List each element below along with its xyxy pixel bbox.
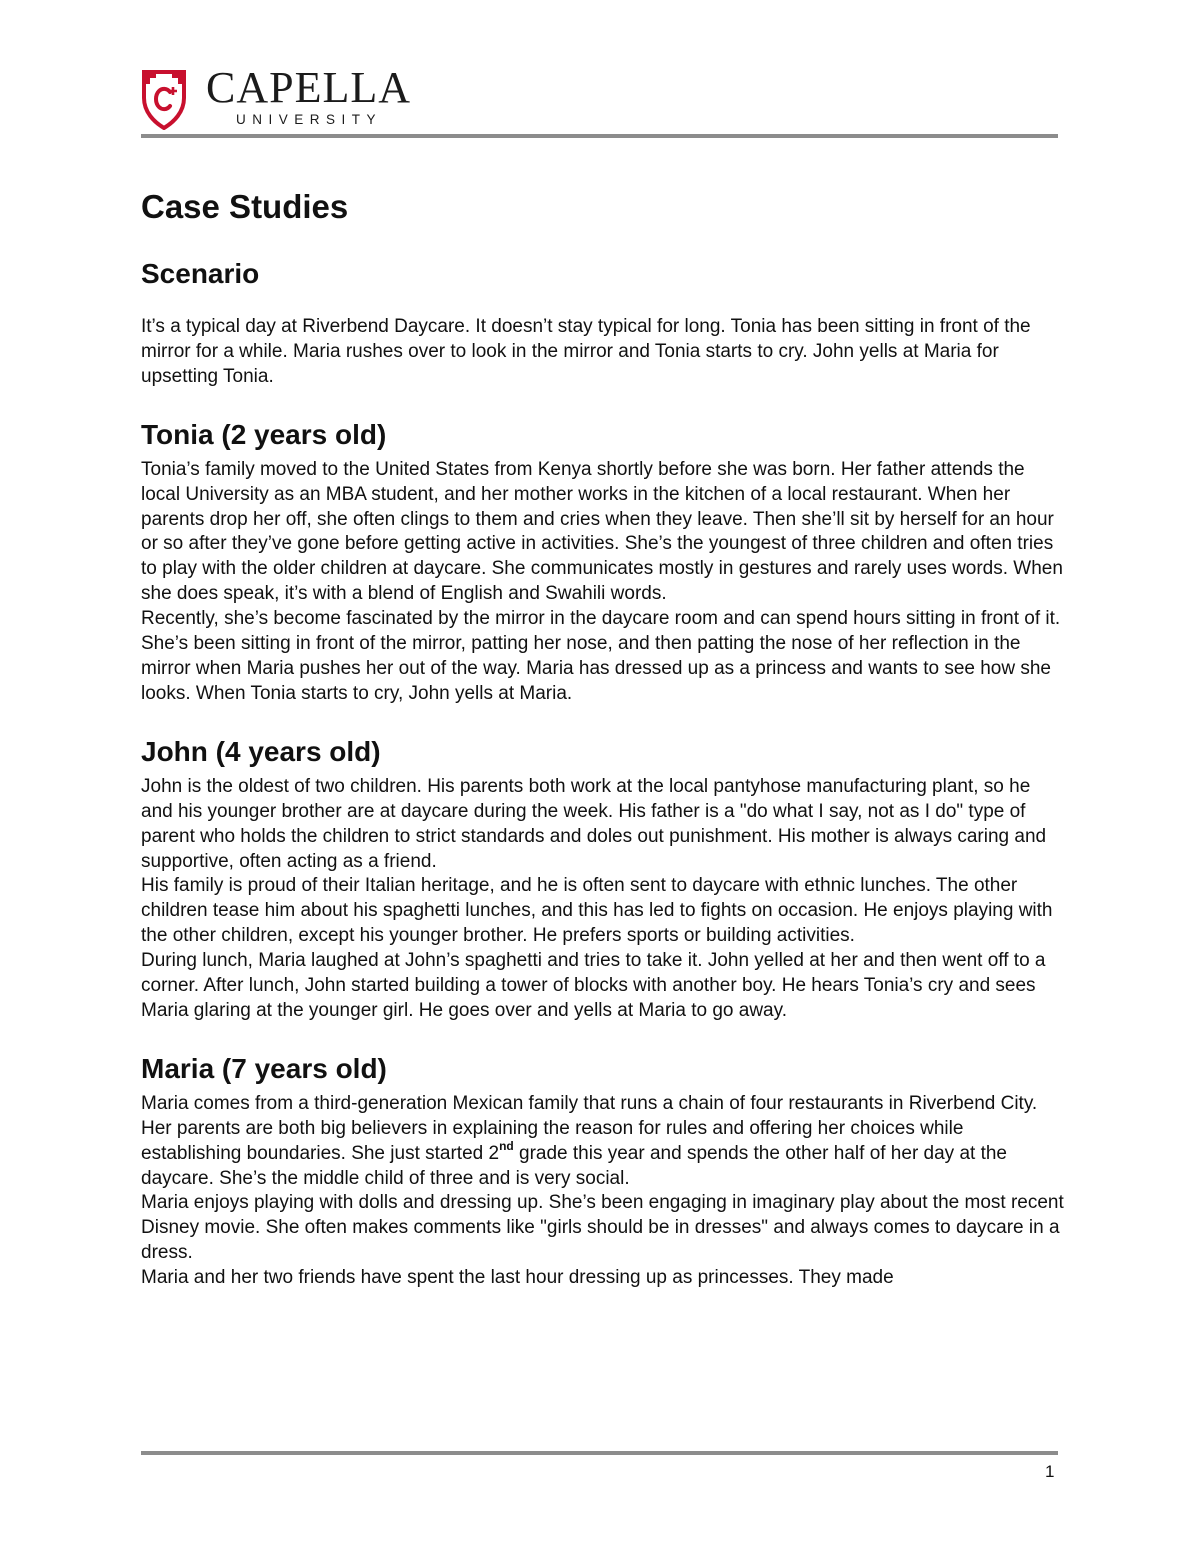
ordinal-superscript: nd <box>499 1139 514 1154</box>
tonia-section <box>141 418 1066 707</box>
maria-paragraph-1-text-a: Maria comes from a third-generation Mexican family that runs a chain of four restaurants in Riverbend City. Her parents are both big believers in explaining the reason for rules and offering her choices while establishing boundaries. She just started 2 <box>141 1092 1038 1164</box>
maria-section <box>141 1052 1066 1291</box>
tonia-paragraph-2: Recently, she’s become fascinated by the mirror in the daycare room and can spend hours sitting in front of it. She’s been sitting in front of the mirror, patting her nose, and then patting the nose of her reflection in the mirror when Maria pushes her out of the way. Maria has dressed up as a princess and wants to see how she looks. When Tonia starts to cry, John yells at Maria. <box>141 608 1061 704</box>
tonia-heading: Tonia (2 years old) <box>141 418 387 450</box>
page-title: Case Studies <box>141 188 349 225</box>
john-section <box>141 735 1066 1024</box>
university-logo <box>140 63 430 132</box>
document-body <box>141 185 1066 1291</box>
maria-heading: Maria (7 years old) <box>141 1052 387 1084</box>
tonia-paragraph-1: Tonia’s family moved to the United States from Kenya shortly before she was born. Her father attends the local University as an MBA student, and her mother works in the kitchen of a local restaurant. When her parents drop her off, she often clings to them and cries when they leave. Then she’ll sit by herself for an hour or so after they’ve gone before getting active in activities. She’s the youngest of three children and often tries to play with the older children at daycare. She communicates mostly in gestures and rarely uses words. When she does speak, it’s with a blend of English and Swahili words. <box>141 458 1063 605</box>
footer-divider <box>141 1451 1058 1455</box>
john-paragraph-3: During lunch, Maria laughed at John’s spaghetti and tries to take it. John yelled at her and then went off to a corner. After lunch, John started building a tower of blocks with another boy. He hears Tonia’s cry and sees Maria glaring at the younger girl. He goes over and yells at Maria to go away. <box>141 950 1046 1021</box>
header-divider <box>141 134 1058 138</box>
logo-subtitle: UNIVERSITY <box>236 112 383 127</box>
john-paragraph-2: His family is proud of their Italian heritage, and he is often sent to daycare with ethnic lunches. The other children tease him about his spaghetti lunches, and this has led to fights on occasion. He enjoys playing with the other children, except his younger brother. He prefers sports or building activities. <box>141 875 1053 947</box>
page-number: 1 <box>1045 1462 1055 1481</box>
shield-logo-icon <box>140 68 188 130</box>
scenario-heading: Scenario <box>141 258 260 289</box>
john-heading: John (4 years old) <box>141 735 381 767</box>
maria-paragraph-3: Maria and her two friends have spent the last hour dressing up as princesses. They made <box>141 1267 894 1289</box>
maria-paragraph-1-text-b: grade this year and spends the other half of her day at the daycare. She’s the middle child of three and is very social. <box>141 1142 1008 1189</box>
maria-paragraph-1 <box>141 1092 1066 1192</box>
logo-wordmark: CAPELLA <box>206 63 411 112</box>
maria-paragraph-2: Maria enjoys playing with dolls and dressing up. She’s been engaging in imaginary play about the most recent Disney movie. She often makes comments like "girls should be in dresses" and always comes to daycare in a dress. <box>141 1192 1064 1264</box>
scenario-text: It’s a typical day at Riverbend Daycare. It doesn’t stay typical for long. Tonia has been sitting in front of the mirror for a while. Maria rushes over to look in the mirror and Tonia starts to cry. John yells at Maria for upsetting Tonia. <box>141 316 1031 387</box>
john-paragraph-1: John is the oldest of two children. His parents both work at the local pantyhose manufacturing plant, so he and his younger brother are at daycare during the week. His father is a "do what I say, not as I do" type of parent who holds the children to strict standards and doles out punishment. His mother is always caring and supportive, often acting as a friend. <box>141 775 1047 872</box>
